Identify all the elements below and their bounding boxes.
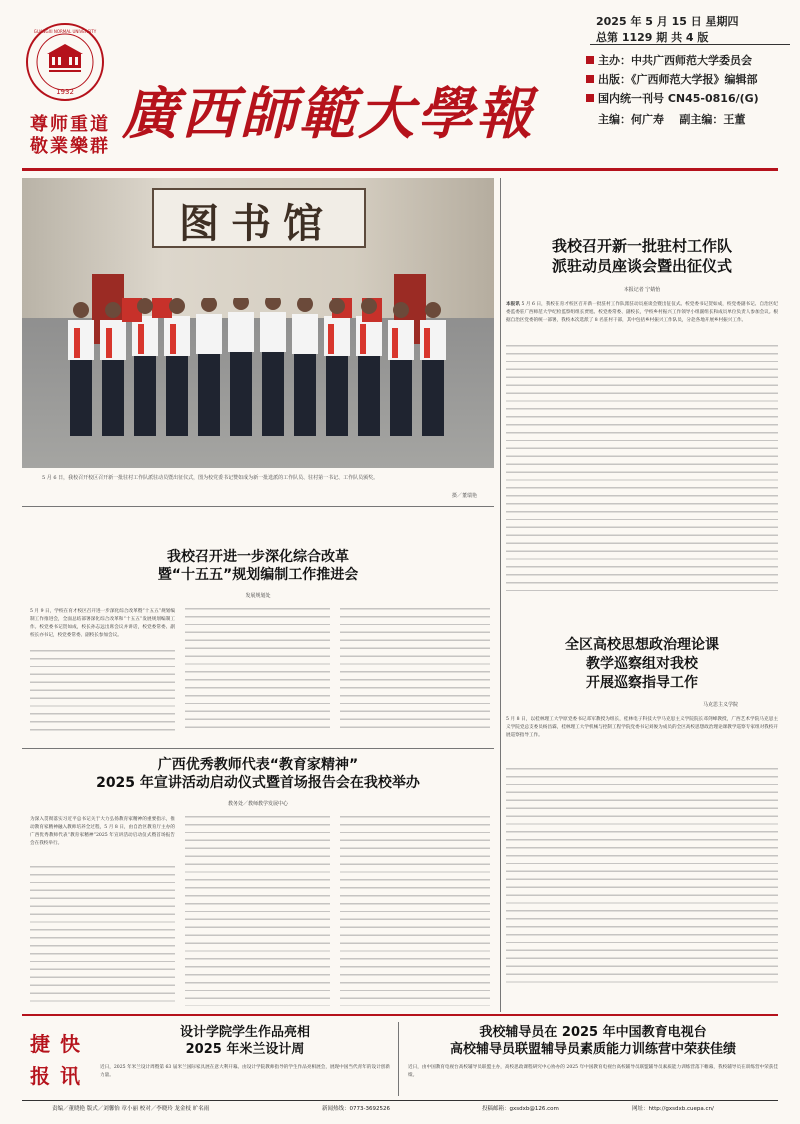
footer-email: 投稿邮箱：gxsdxb@126.com [482,1106,559,1112]
footer-rule [22,1100,778,1101]
article-field-teams [506,178,778,630]
masthead [0,0,800,190]
article-b-title-line-1: 我校召开进一步深化综合改革 [167,549,349,565]
brief-label-char-1: 捷 [30,1032,50,1056]
footer-web: 网址：http://gxsdxb.cuepa.cn/ [632,1106,714,1112]
article-educator-spirit [22,756,494,1012]
article-c-columns [506,768,778,988]
issue-divider [590,44,790,45]
article-b-text: 5 月 9 日，学校在育才校区召开进一步深化综合改革暨“十五五”规划编制工作推进会，全面总结部署深化综合改革和“十五五”发展规划编制工作。校党委书记贺如成，校长孙志远出席会议并讲话，校党委常委、副校长亦书记，校党委常委、副校长参加会议。 [30,609,175,638]
footer-staff: 责编／董晓艳 版式／刘馨怡 章小丽 校对／李晓玲 龙金枝 旷名雨 [52,1106,210,1112]
article-d-col-3 [340,816,490,1006]
article-b-byline: 发展规划处 [245,593,271,599]
article-c-byline: 马克思主义学院 [702,702,738,708]
article-d-title-line-2: 2025 年宣讲活动启动仪式暨首场报告会在我校举办 [96,775,420,791]
photo-caption: 5 月 6 日，我校召开校区召开新一批驻村工作队派驻动员暨出征仪式，图为校党委书记赞如成为新一批选派的工作队员、驻村第一书记、工作队员颁奖。 [42,475,379,481]
article-a-text: 5 月 6 日，我校在育才校区召开新一批驻村工作队派驻动员座谈会暨出征仪式。校党委书记贺如成，校党委副书记、自治区纪委监委驻广西师范大学纪检监察组组长贾旭、校党委常委、副校长，学校乡村振兴工作领导小组副组长和成员单位负责人参加会议。根据自治区党委的统一部署，我校本次选派了 8 名驻村干部，其中包括乡村振兴工作队员，分赴各地开展乡村振兴工作。 [506,302,778,323]
article-b-col-2 [185,608,330,734]
red-square-bullet [586,94,594,102]
article-a-columns [506,345,778,591]
library-sign-text: 图书馆 [179,200,335,247]
motto-line-1: 尊师重道 [30,114,110,135]
brief-divider [398,1022,399,1096]
info-row-sponsor [586,50,796,69]
article-d-col-2 [185,816,330,1006]
issue-number: 总第 1129 期 共 4 版 [596,31,709,44]
logo-ring-text: GUANGXI NORMAL UNIVERSITY [33,29,97,34]
info-row-publisher [586,69,796,88]
publisher-info [586,50,796,127]
cn-number-text: 国内统一刊号 CN45-0816/(G) [598,91,759,105]
article-c-title-line-2: 教学巡察组对我校 [586,656,698,672]
right-col-divider [500,178,501,1012]
article-c-text: 5 月 8 日，以桂林理工大学原党委书记邓军教授为组长，桂林电子科技大学马克思主义学院院长邓剑峰教授，广西艺术学院马克思主义学院党总支委员杨昌霖，桂林理工大学机械与控制工程学院党委书记刘俊为成员的全区高校思想政治理论课教学巡察专家组对我校开展巡察指导工作。 [506,717,778,738]
brief-left-title-line-1: 设计学院学生作品亮相 [179,1025,310,1040]
article-d-text: 为深入贯彻落实习近平总书记关于大力弘扬教育家精神的重要指示，推动教育家精神融入教师培养全过程，5 月 8 日，由自治区教育厅主办的广西优秀教师代表“教育家精神”2025 年宣讲活动启动仪式暨首场报告会在我校举行。 [30,817,175,846]
brief-right-title-line-2: 高校辅导员联盟辅导员素质能力训练营中荣获佳绩 [449,1042,736,1057]
issue-date: 2025 年 5 月 15 日 星期四 [596,15,739,28]
brief-left [100,1024,390,1096]
photo-credit: 摄／董瑞艳 [452,493,478,499]
article-a-title-line-1: 我校召开新一批驻村工作队 [551,237,732,255]
motto-line-2: 敬業樂群 [30,136,110,157]
article-d-title-line-1: 广西优秀教师代表“教育家精神” [157,757,359,773]
brief-right-title-line-1: 我校辅导员在 2025 年中国教育电视台 [479,1025,707,1040]
brief-left-title-line-2: 2025 年米兰设计周 [185,1042,305,1057]
article-d-col-1 [30,866,175,1006]
newspaper-title: 廣西師範大學報 [122,81,535,147]
red-square-bullet [586,56,594,64]
brief-label-char-3: 报 [30,1064,50,1088]
article-b-title-line-2: 暨“十五五”规划编制工作推进会 [157,567,359,583]
university-logo [25,22,105,102]
article-b-col-3 [340,608,490,734]
brief-label-char-2: 快 [60,1032,80,1056]
photo-divider [22,506,494,507]
red-square-bullet [586,75,594,83]
article-a-body [506,301,778,341]
article-b-divider [22,748,494,749]
masthead-rule [22,168,778,171]
sponsor-text: 主办：中共广西师范大学委员会 [598,53,752,67]
footer [22,1104,778,1116]
article-inspection [506,636,778,1012]
article-c-title-line-1: 全区高校思想政治理论课 [565,637,719,653]
article-c-title-line-3: 开展巡察指导工作 [586,675,698,691]
footer-phone: 新闻热线：0773-3692526 [322,1106,390,1112]
logo-year: 1932 [56,88,74,96]
brief-label-char-4: 讯 [60,1064,80,1088]
editors-text: 主编：何广寿 副主编：王董 [598,113,746,126]
brief-label [22,1024,92,1092]
brief-right-text: 近日，由中国教育电视台高校辅导员联盟主办，高校思政课程研究中心协办的 2025 年中国教育电视台高校辅导员联盟辅导员素质能力训练营落下帷幕，我校辅导员在训练营中荣获佳绩。 [408,1065,778,1078]
article-a-byline: 本报记者 宁婧怡 [623,287,661,293]
article-a-title-line-2: 派驻动员座谈会暨出征仪式 [551,257,732,275]
article-d-byline: 教务处／教师教学发展中心 [227,801,288,807]
article-b-col-1 [30,650,175,734]
info-row-cn [586,88,796,107]
article-a-lead: 本报讯 [506,302,520,307]
article-reform-meeting [22,548,494,736]
brief-top-rule [22,1014,778,1016]
group-of-people [22,298,494,468]
publisher-text: 出版：《广西师范大学报》编辑部 [598,72,758,86]
brief-left-text: 近日，2025 年米兰设计周暨第 63 届米兰国际家具展在意大利开幕。由设计学院教师指导的学生作品亮相展会，展现中国当代青年的设计创新力量。 [100,1065,390,1078]
lead-photo [22,178,494,468]
brief-right [408,1024,778,1096]
